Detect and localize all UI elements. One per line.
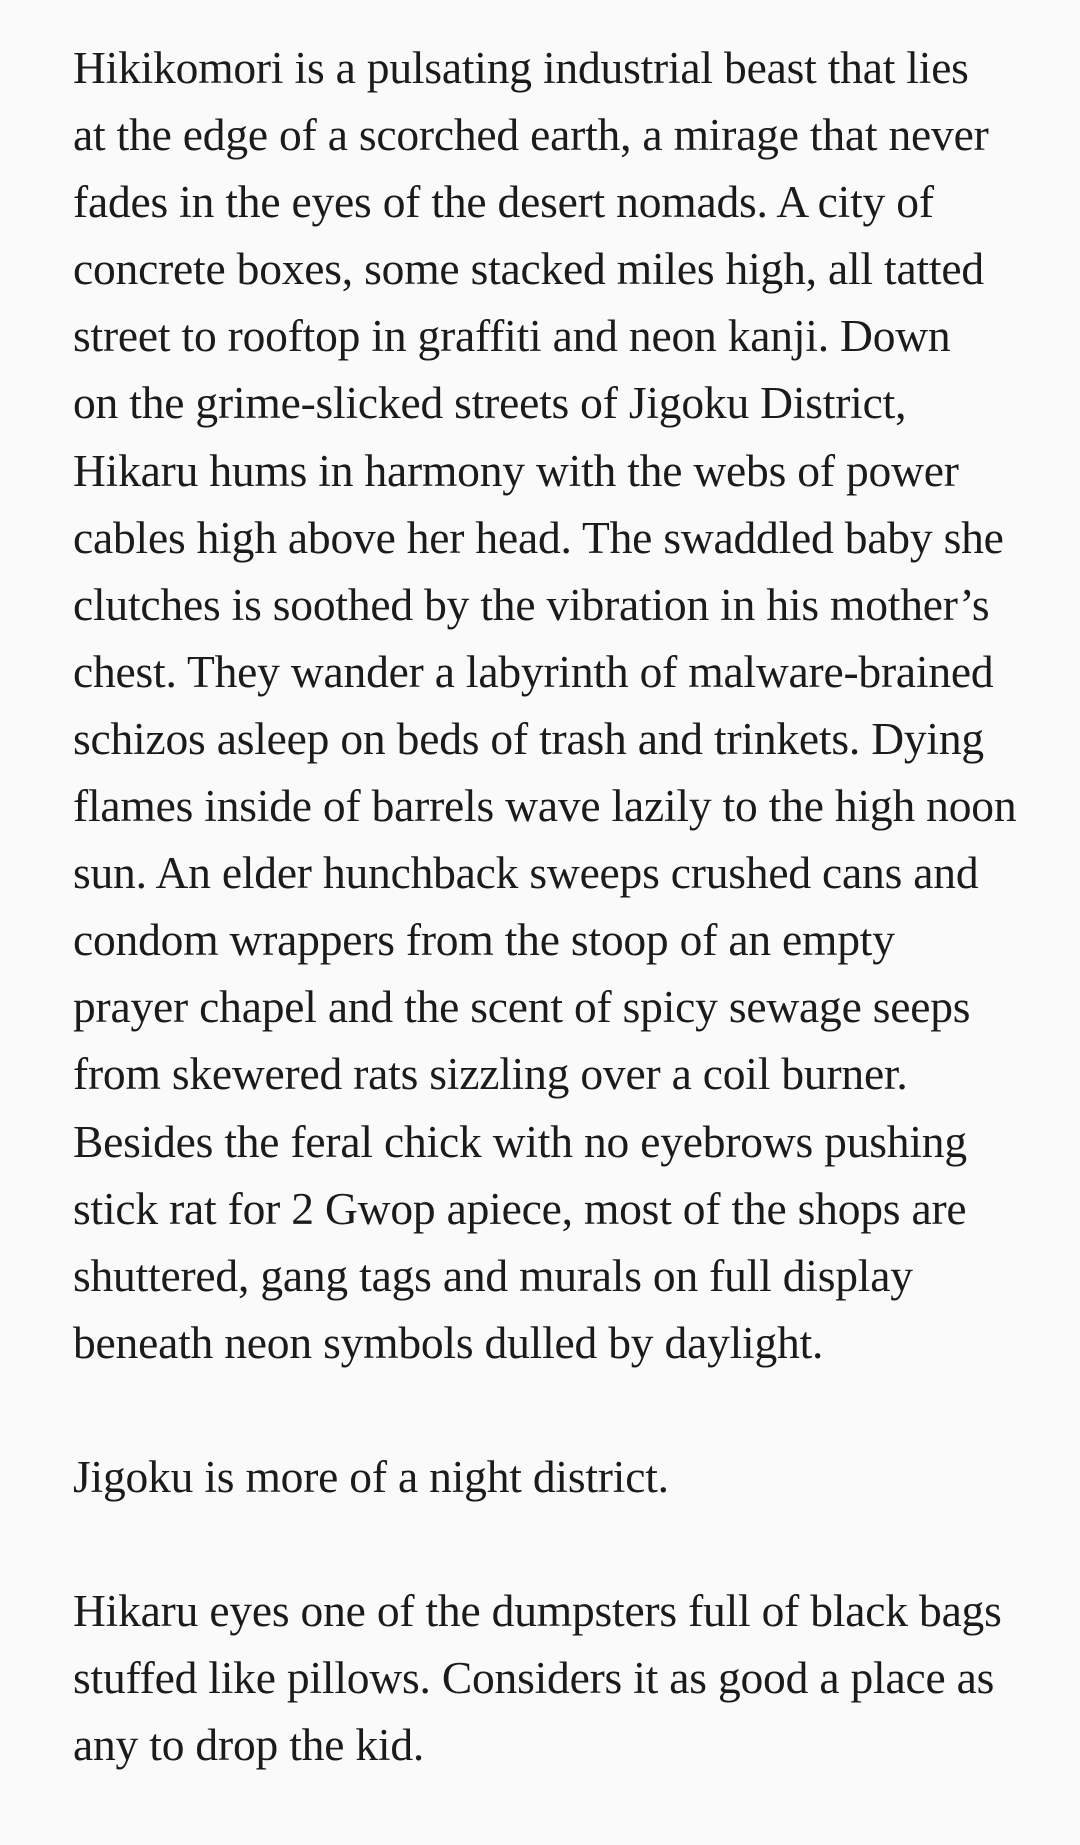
paragraph-3 [73,1577,1013,1778]
paragraph-2 [73,1443,1013,1510]
paragraph-1 [73,34,1017,1376]
text-line: Jigoku is more of a night district. [73,1450,669,1502]
text-line: Besides the feral chick with no eyebrows pushing [73,1115,967,1167]
text-line: shuttered, gang tags and murals on full display [73,1249,913,1301]
text-line: from skewered rats sizzling over a coil burner. [73,1048,908,1100]
text-line: chest. They wander a labyrinth of malware-brained [73,645,994,697]
text-line: clutches is soothed by the vibration in his mother’s [73,578,990,630]
text-line: Hikaru eyes one of the dumpsters full of black bags [73,1584,1002,1636]
text-line: cables high above her head. The swaddled baby she [73,511,1004,563]
text-line: fades in the eyes of the desert nomads. A city of [73,176,934,228]
text-line: on the grime-slicked streets of Jigoku District, [73,377,907,429]
text-line: sun. An elder hunchback sweeps crushed cans and [73,847,979,899]
text-line: condom wrappers from the stoop of an empty [73,914,895,966]
text-line: beneath neon symbols dulled by daylight. [73,1316,824,1368]
text-line: street to rooftop in graffiti and neon kanji. Down [73,310,951,362]
text-line: stick rat for 2 Gwop apiece, most of the shops are [73,1182,967,1234]
text-line: flames inside of barrels wave lazily to the high noon [73,780,1017,832]
text-line: schizos asleep on beds of trash and trinkets. Dying [73,712,984,764]
text-line: Hikaru hums in harmony with the webs of power [73,444,959,496]
story-text [73,34,1017,1845]
text-line: at the edge of a scorched earth, a mirage that never [73,109,989,161]
text-line: Hikikomori is a pulsating industrial beast that lies [73,42,969,93]
text-line: prayer chapel and the scent of spicy sewage seeps [73,981,971,1033]
text-line: stuffed like pillows. Considers it as good a place as [73,1652,995,1704]
text-line: concrete boxes, some stacked miles high, all tatted [73,243,984,295]
text-line: any to drop the kid. [73,1719,425,1771]
